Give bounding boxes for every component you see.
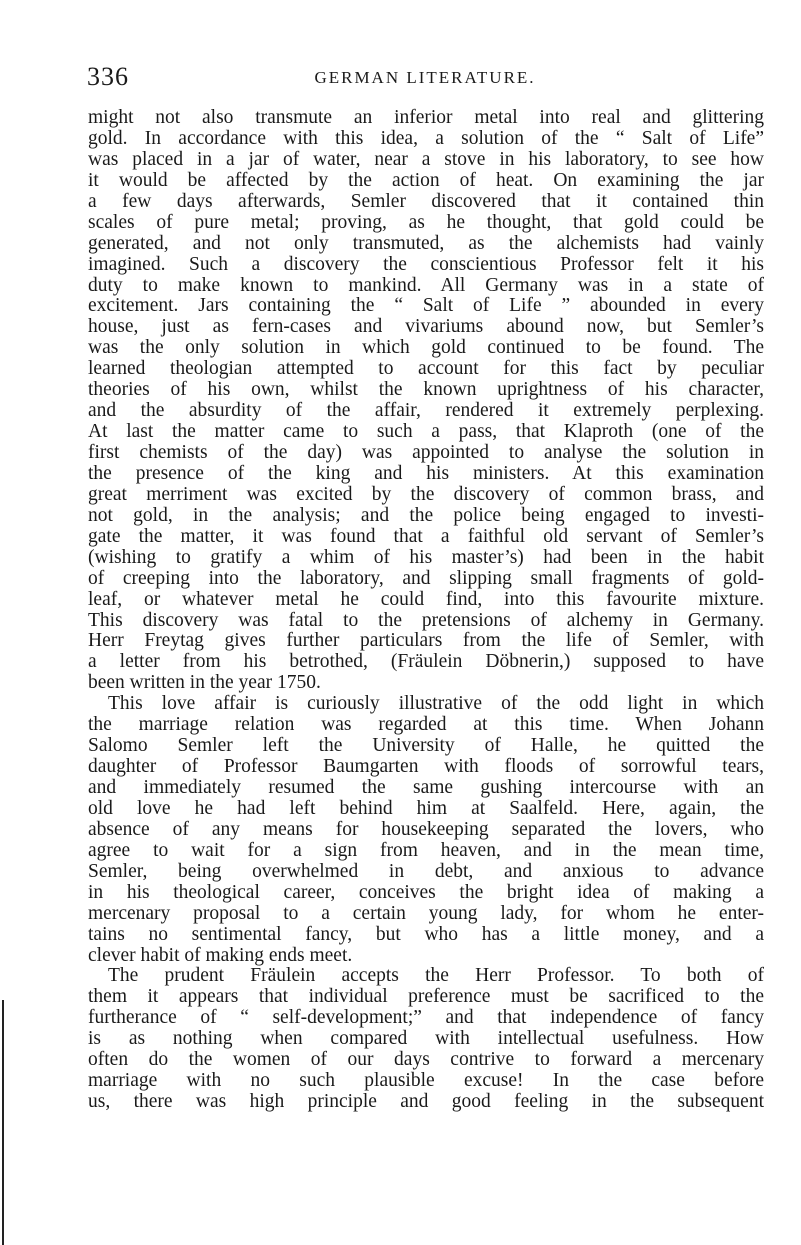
running-title: GERMAN LITERATURE. [314,68,536,87]
text-line: was the only solution in which gold continued to be found. The [88,338,764,359]
page-header [87,60,763,94]
text-line: a letter from his betrothed, (Fräulein Döbnerin,) supposed to have [88,652,764,673]
page-number: 336 [87,62,129,91]
text-line: clever habit of making ends meet. [88,945,353,966]
text-line: gate the matter, it was found that a faithful old servant of Semler’s [88,526,764,547]
text-line: often do the women of our days contrive to forward a mercenary [88,1050,764,1071]
text-line: Semler, being overwhelmed in debt, and anxious to advance [88,861,764,882]
text-line: learned theologian attempted to account for this fact by peculiar [88,359,764,380]
text-line: the presence of the king and his ministers. At this examination [88,463,764,484]
text-line: house, just as fern-cases and vivariums abound now, but Semler’s [88,317,764,338]
text-line: old love he had left behind him at Saalfeld. Here, again, the [88,798,764,819]
page-edge-rule [2,1000,4,1245]
text-line: first chemists of the day) was appointed to analyse the solution in [88,443,764,463]
text-line: mercenary proposal to a certain young lady, for whom he enter- [88,903,764,924]
text-line: and the absurdity of the affair, rendered it extremely perplexing. [88,401,764,422]
text-line: This discovery was fatal to the pretensions of alchemy in Germany. [88,610,764,631]
text-line: gold. In accordance with this idea, a solution of the “ Salt of Life” [88,128,764,149]
text-line: was placed in a jar of water, near a stove in his laboratory, to see how [88,149,764,170]
text-line: The prudent Fräulein accepts the Herr Professor. To both of [108,966,764,987]
text-line: us, there was high principle and good feeling in the subsequent [88,1092,764,1113]
text-line: daughter of Professor Baumgarten with floods of sorrowful tears, [88,757,764,778]
text-line: the marriage relation was regarded at this time. When Johann [88,715,764,736]
text-line: been written in the year 1750. [88,673,321,694]
text-line: theories of his own, whilst the known uprightness of his character, [88,380,764,401]
text-line: (wishing to gratify a whim of his master’s) had been in the habit [88,547,764,568]
text-line: agree to wait for a sign from heaven, and in the mean time, [88,840,764,861]
text-line: This love affair is curiously illustrative of the odd light in which [108,694,764,715]
text-line: Herr Freytag gives further particulars from the life of Semler, with [88,631,764,652]
text-line: imagined. Such a discovery the conscientious Professor felt it his [88,254,764,275]
text-line: marriage with no such plausible excuse! In the case before [88,1071,764,1092]
text-line: might not also transmute an inferior metal into real and glittering [88,108,764,128]
text-line: and immediately resumed the same gushing intercourse with an [88,778,764,798]
text-line: great merriment was excited by the discovery of common brass, and [88,484,764,505]
text-line: of creeping into the laboratory, and slipping small fragments of gold- [88,568,764,589]
text-line: At last the matter came to such a pass, that Klaproth (one of the [88,422,764,443]
text-line: tains no sentimental fancy, but who has a little money, and a [88,924,764,945]
text-line: it would be affected by the action of heat. On examining the jar [88,170,764,191]
text-line: furtherance of “ self-development;” and that independence of fancy [88,1008,764,1029]
text-line: a few days afterwards, Semler discovered that it contained thin [88,191,764,212]
text-line: duty to make known to mankind. All Germany was in a state of [88,275,764,296]
text-line: generated, and not only transmuted, as the alchemists had vainly [88,233,764,254]
text-line: not gold, in the analysis; and the police being engaged to investi- [88,505,764,526]
text-line: is as nothing when compared with intellectual usefulness. How [88,1029,764,1050]
text-line: excitement. Jars containing the “ Salt of Life ” abounded in every [88,296,764,317]
text-line: leaf, or whatever metal he could find, into this favourite mixture. [88,589,764,610]
text-line: absence of any means for housekeeping separated the lovers, who [88,819,764,840]
text-line: in his theological career, conceives the bright idea of making a [88,882,764,903]
body-text [88,108,764,1113]
text-line: scales of pure metal; proving, as he thought, that gold could be [88,212,764,233]
text-line: Salomo Semler left the University of Halle, he quitted the [88,736,764,757]
text-line: them it appears that individual preference must be sacrificed to the [88,987,764,1008]
